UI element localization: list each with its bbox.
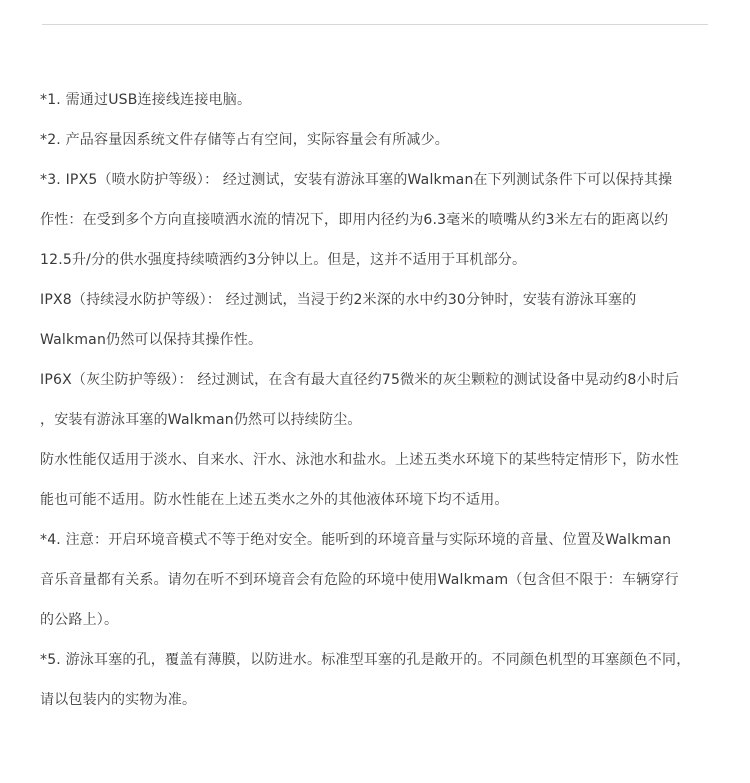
top-divider: [42, 24, 708, 25]
note-ip6x-line-1: IP6X（灰尘防护等级）： 经过测试，在含有最大直径约75微米的灰尘颗粒的测试设备中晃动约8小时后: [40, 372, 680, 388]
note-waterproof-scope-line-1: 防水性能仅适用于淡水、自来水、汗水、泳池水和盐水。上述五类水环境下的某些特定情形下，防水性: [40, 452, 679, 468]
note-ipx8-line-2: Walkman仍然可以保持其操作性。: [40, 332, 263, 348]
note-3-ipx5-line-1: *3. IPX5（喷水防护等级）： 经过测试，安装有游泳耳塞的Walkman在下列测试条件下可以保持其操: [40, 172, 673, 188]
note-1-usb-line: *1. 需通过USB连接线连接电脑。: [40, 92, 252, 108]
note-3-ipx5-line-3: 12.5升/分的供水强度持续喷洒约3分钟以上。但是，这并不适用于耳机部分。: [40, 252, 527, 268]
note-waterproof-scope-line-2: 能也可能不适用。防水性能在上述五类水之外的其他液体环境下均不适用。: [40, 492, 509, 508]
footnotes: [40, 80, 716, 720]
note-5-earplug-line-2: 请以包装内的实物为准。: [40, 692, 197, 708]
note-2-capacity-line: *2. 产品容量因系统文件存储等占有空间，实际容量会有所减少。: [40, 132, 450, 148]
note-5-earplug-line-1: *5. 游泳耳塞的孔，覆盖有薄膜，以防进水。标准型耳塞的孔是敞开的。不同颜色机型的耳塞颜色不同，: [40, 652, 691, 668]
note-ip6x-line-2: ，安装有游泳耳塞的Walkman仍然可以持续防尘。: [40, 412, 362, 428]
note-3-ipx5-line-2: 作性：在受到多个方向直接喷洒水流的情况下，即用内径约为6.3毫米的喷嘴从约3米左右的距离以约: [40, 212, 669, 228]
note-4-ambient-line-2: 音乐音量都有关系。请勿在听不到环境音会有危险的环境中使用Walkmam（包含但不限于：车辆穿行: [40, 572, 679, 588]
note-4-ambient-line-1: *4. 注意：开启环境音模式不等于绝对安全。能听到的环境音量与实际环境的音量、位置及Walkman: [40, 532, 672, 548]
note-4-ambient-line-3: 的公路上）。: [40, 612, 119, 628]
note-ipx8-line-1: IPX8（持续浸水防护等级）： 经过测试，当浸于约2米深的水中约30分钟时，安装有游泳耳塞的: [40, 292, 637, 308]
